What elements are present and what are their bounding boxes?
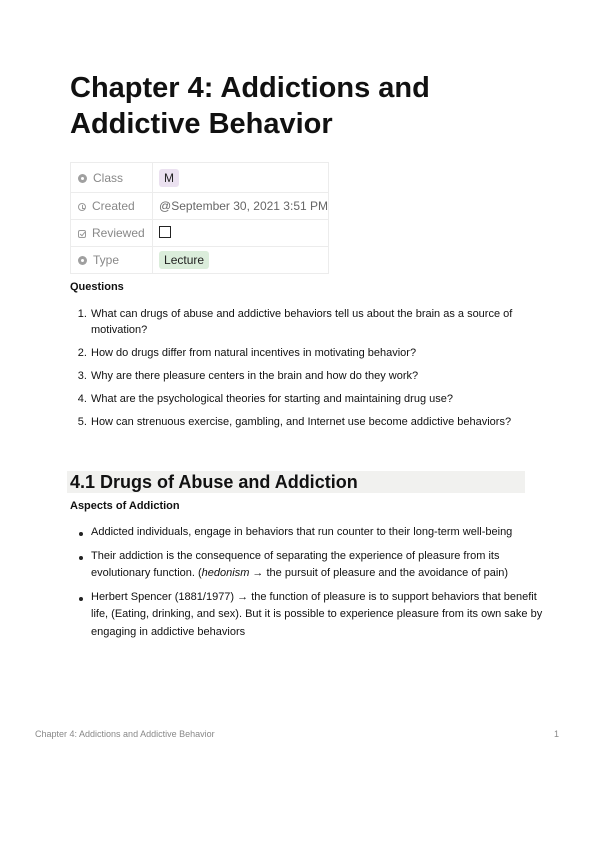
bullet-item <box>91 548 553 583</box>
property-value-class[interactable] <box>153 163 329 193</box>
property-name-created <box>71 193 153 220</box>
questions-list <box>70 306 550 437</box>
property-label: Created <box>92 199 135 213</box>
question-item: 1. What can drugs of abuse and addictive behaviors tell us about the brain as a source of motivation? <box>90 306 550 338</box>
property-name-reviewed <box>71 220 153 247</box>
property-label: Class <box>93 170 124 185</box>
checkbox-icon <box>78 230 86 238</box>
reviewed-checkbox[interactable] <box>159 226 171 238</box>
property-row-type <box>71 247 329 274</box>
hedonism-term: hedonism <box>201 567 250 579</box>
property-row-class <box>71 163 329 193</box>
type-tag[interactable]: Lecture <box>159 251 209 269</box>
bullet-item: Herbert Spencer (1881/1977) → the function of pleasure is to support behaviors that benefit life, (Eating, drinking, and sex). But it is possible to experience pleasure from its own sake by engaging in addictive behaviors <box>91 589 553 642</box>
question-item: 3. Why are there pleasure centers in the brain and how do they work? <box>90 368 550 384</box>
property-name-type <box>71 247 153 274</box>
aspects-list <box>70 524 553 647</box>
property-value-reviewed <box>153 220 329 247</box>
footer-page-number: 1 <box>554 729 560 739</box>
question-item: 5. How can strenuous exercise, gambling, and Internet use become addictive behaviors? <box>90 414 550 430</box>
property-value-type[interactable] <box>153 247 329 274</box>
aspects-heading: Aspects of Addiction <box>70 500 180 512</box>
class-tag[interactable]: M <box>159 169 179 187</box>
question-item: 2. How do drugs differ from natural incentives in motivating behavior? <box>90 345 550 361</box>
property-row-created <box>71 193 329 220</box>
select-dot-icon <box>78 174 87 183</box>
property-label: Type <box>93 253 120 267</box>
clock-icon <box>78 203 86 211</box>
select-dot-icon <box>78 256 87 265</box>
footer-title: Chapter 4: Addictions and Addictive Behavior <box>35 729 215 739</box>
bullet-item: Addicted individuals, engage in behaviors that run counter to their long-term well-being <box>91 524 553 542</box>
properties-table <box>70 162 329 274</box>
page-title: Chapter 4: Addictions and Addictive Behavior <box>70 72 430 140</box>
property-value-created: @September 30, 2021 3:51 PM <box>153 193 329 220</box>
questions-heading: Questions <box>70 281 124 293</box>
question-item: 4. What are the psychological theories for starting and maintaining drug use? <box>90 391 550 407</box>
property-label: Reviewed <box>92 226 145 240</box>
property-name-class <box>71 163 153 193</box>
bullet-text: Their addiction is the consequence of separating the experience of pleasure from its evolutionary function. ( <box>91 549 500 579</box>
property-row-reviewed <box>71 220 329 247</box>
bullet-text: → the pursuit of pleasure and the avoidance of pain) <box>249 567 509 579</box>
section-heading: 4.1 Drugs of Abuse and Addiction <box>67 471 525 493</box>
